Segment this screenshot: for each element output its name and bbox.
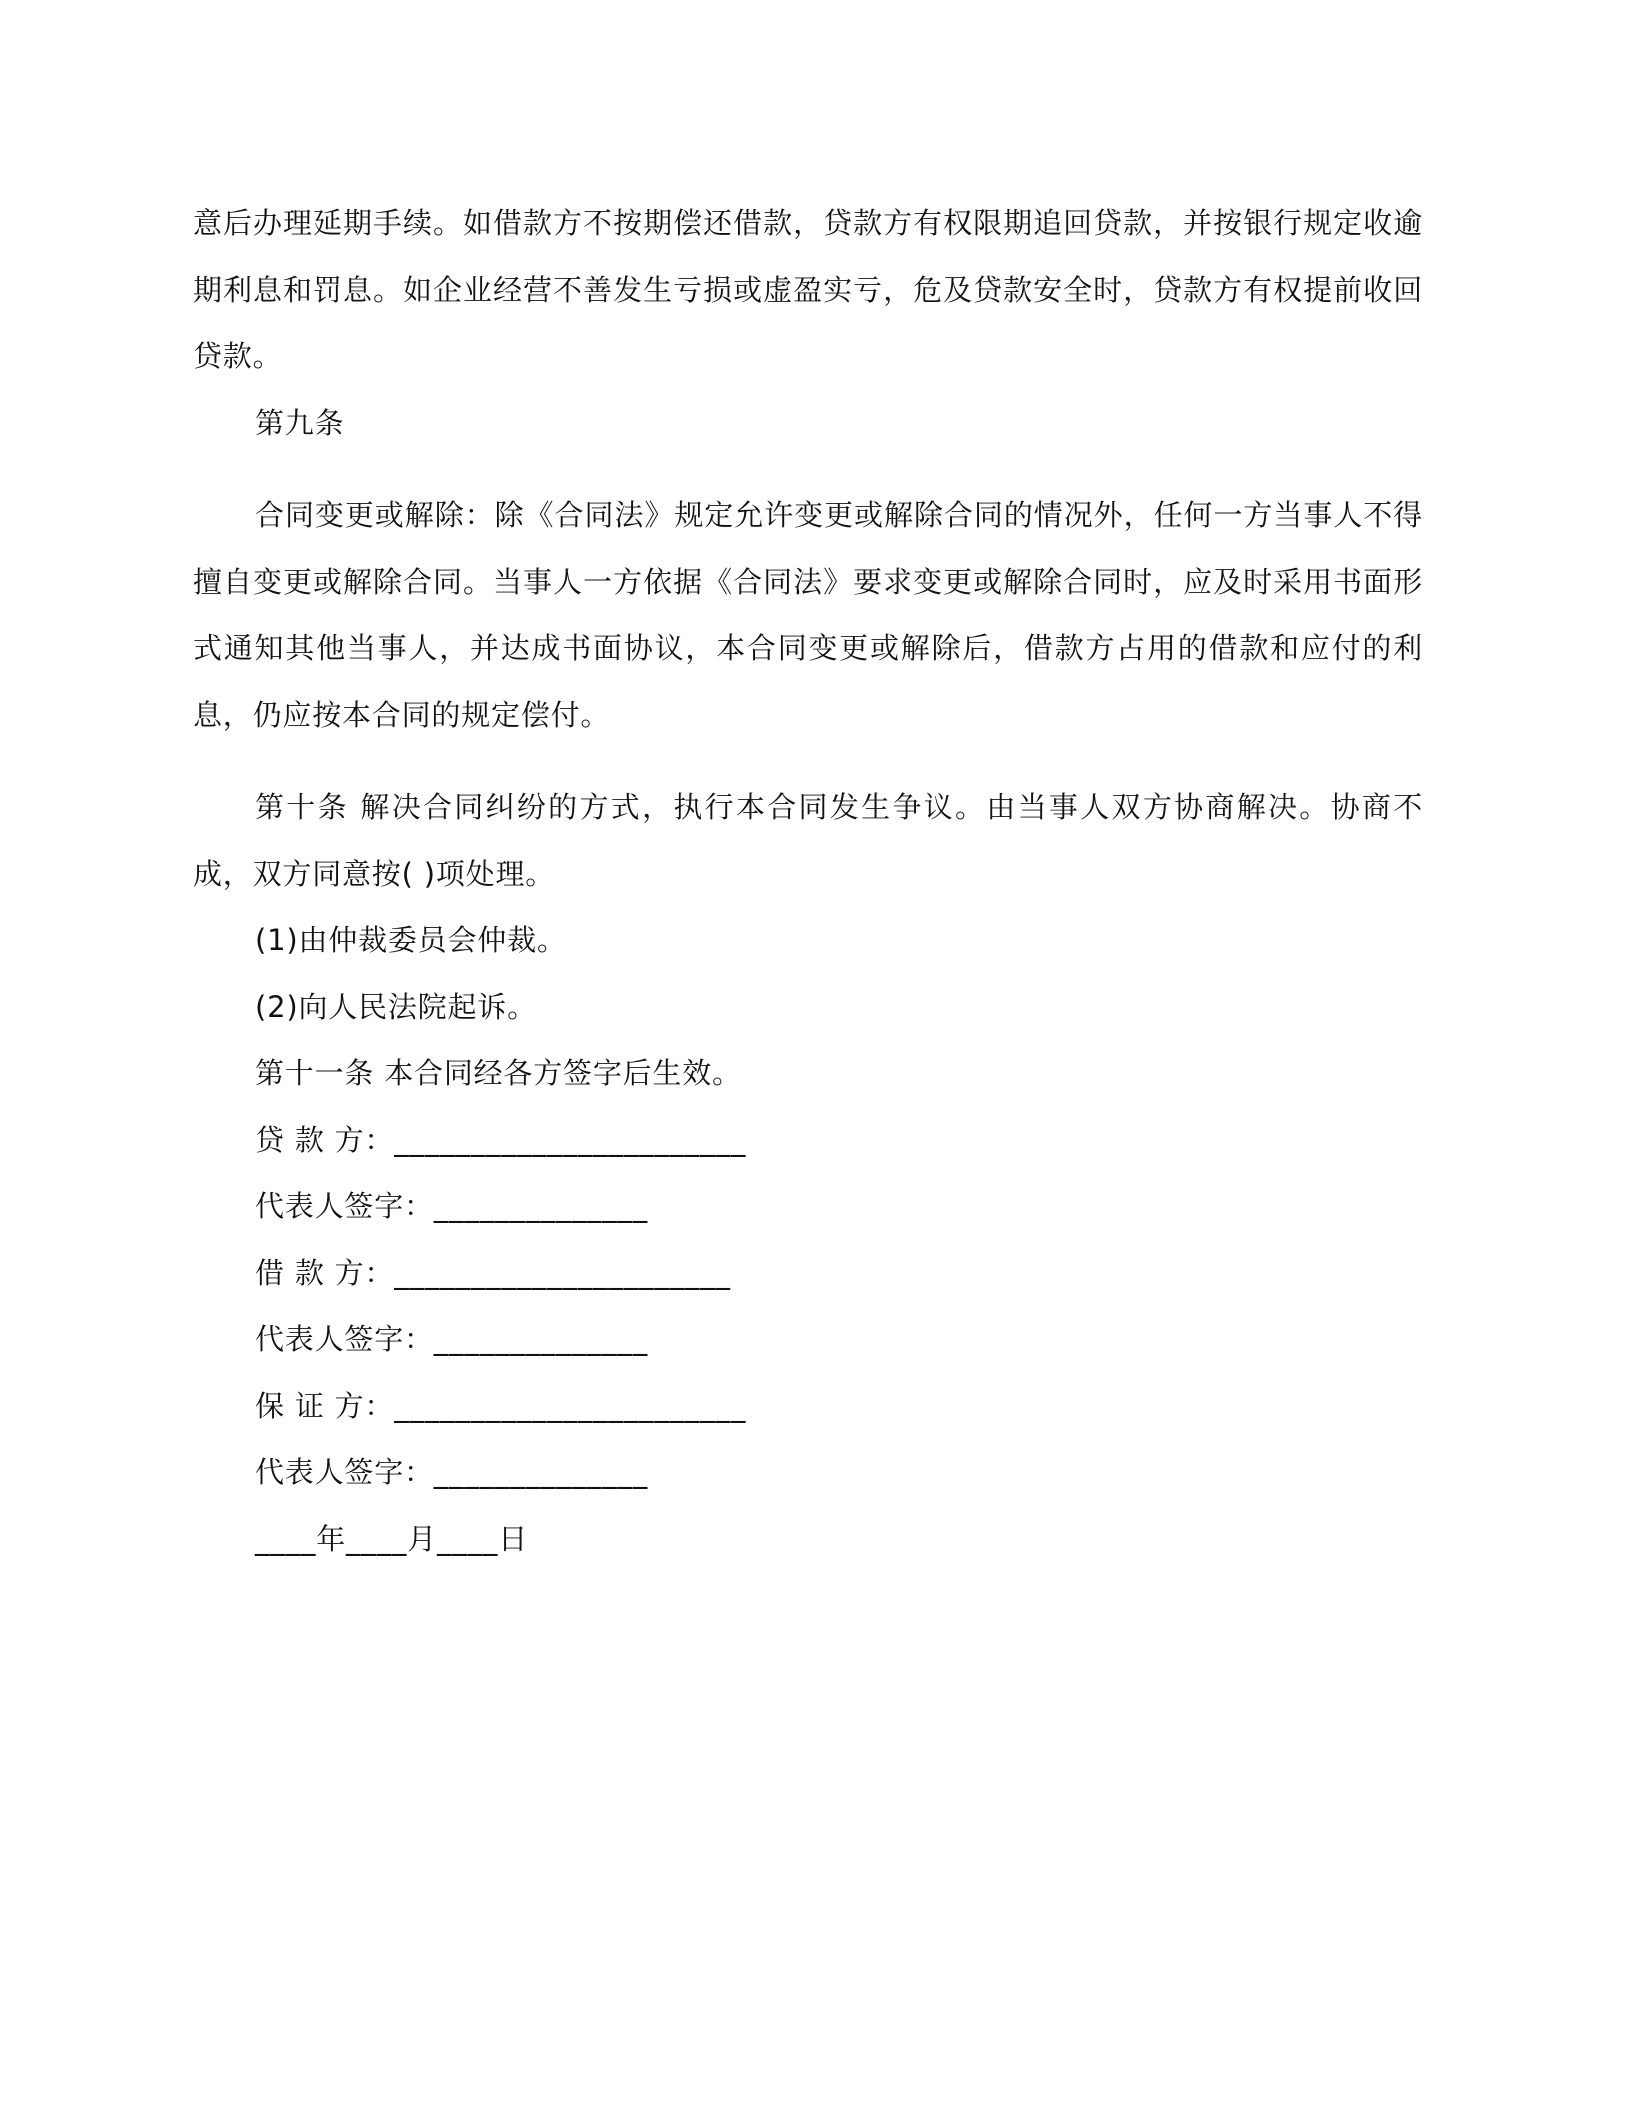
document-body bbox=[193, 190, 1423, 1572]
option-2: (2)向人民法院起诉。 bbox=[255, 989, 537, 1024]
borrower-signature-line: 借 款 方：______________________ bbox=[255, 1255, 731, 1290]
article-11: 第十一条 本合同经各方签字后生效。 bbox=[255, 1056, 742, 1090]
article-9-heading: 第九条 bbox=[255, 405, 345, 440]
article-9-body: 合同变更或解除：除《合同法》规定允许变更或解除合同的情况外，任何一方当事人不得擅自变更或解除合同。当事人一方依据《合同法》要求变更或解除合同时，应及时采用书面形式通知其他当事人，并达成书面协议，本合同变更或解除后，借款方占用的借款和应付的利息，仍应按本合同的规定偿付。 bbox=[193, 498, 1423, 732]
lender-signature-line: 贷 款 方：_______________________ bbox=[255, 1122, 747, 1157]
article-10: 第十条 解决合同纠纷的方式，执行本合同发生争议。由当事人双方协商解决。协商不成，双方同意按( )项处理。 bbox=[193, 790, 1423, 891]
borrower-representative-line: 代表人签字：______________ bbox=[255, 1322, 649, 1356]
guarantor-signature-line: 保 证 方：_______________________ bbox=[255, 1388, 747, 1423]
paragraph-continued: 意后办理延期手续。如借款方不按期偿还借款，贷款方有权限期追回贷款，并按银行规定收逾期利息和罚息。如企业经营不善发生亏损或虚盈实亏，危及贷款安全时，贷款方有权提前收回贷款。 bbox=[193, 206, 1423, 373]
guarantor-representative-line: 代表人签字：______________ bbox=[255, 1455, 649, 1489]
date-line: ____年____月____日 bbox=[255, 1521, 528, 1556]
lender-representative-line: 代表人签字：______________ bbox=[255, 1189, 649, 1223]
option-1: (1)由仲裁委员会仲裁。 bbox=[255, 923, 567, 957]
